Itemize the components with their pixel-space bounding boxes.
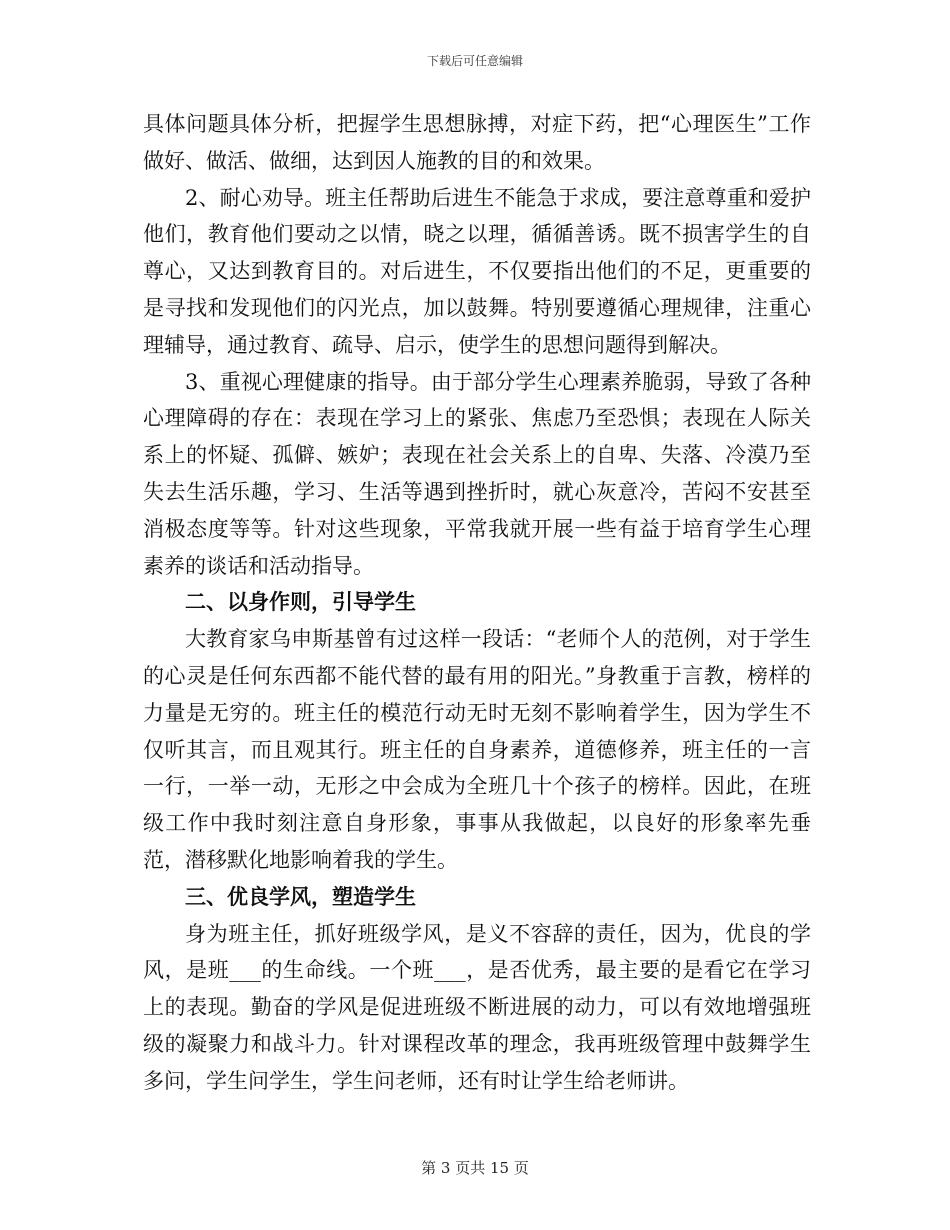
section-heading-study-style: 三、优良学风，塑造学生 — [185, 883, 416, 909]
page-header: 下载后可任意编辑 — [426, 54, 523, 68]
document-body — [143, 106, 811, 1100]
page-footer: 第 3 页共 15 页 — [421, 1159, 529, 1177]
paragraph-patient-guidance: 2、耐心劝导。班主任帮助后进生不能急于求成，要注意尊重和爱护他们，教育他们要动之以情，晓之以理，循循善诱。既不损害学生的自尊心，又达到教育目的。对后进生，不仅要指出他们的不足，更重要的是寻找和发现他们的闪光点，加以鼓舞。特别要遵循心理规律，注重心理辅导，通过教育、疏导、启示，使学生的思想问题得到解决。 — [143, 185, 811, 357]
section-heading-lead-by-example: 二、以身作则，引导学生 — [185, 589, 416, 615]
paragraph-mental-health: 3、重视心理健康的指导。由于部分学生心理素养脆弱，导致了各种心理障碍的存在：表现在学习上的紧张、焦虑乃至恐惧；表现在人际关系上的怀疑、孤僻、嫉妒；表现在社会关系上的自卑、失落、冷漠乃至失去生活乐趣，学习、生活等遇到挫折时，就心灰意冷，苦闷不安甚至消极态度等等。针对这些现象，平常我就开展一些有益于培育学生心理素养的谈话和活动指导。 — [143, 369, 811, 578]
paragraph-continuation: 具体问题具体分析，把握学生思想脉搏，对症下药，把“心理医生”工作做好、做活、做细，达到因人施教的目的和效果。 — [143, 112, 811, 173]
paragraph-lead-by-example: 大教育家乌申斯基曾有过这样一段话：“老师个人的范例，对于学生的心灵是任何东西都不能代替的最有用的阳光。”身教重于言教，榜样的力量是无穷的。班主任的模范行动无时无刻不影响着学生，因为学生不仅听其言，而且观其行。班主任的自身素养，道德修养，班主任的一言一行，一举一动，无形之中会成为全班几十个孩子的榜样。因此，在班级工作中我时刻注意自身形象，事事从我做起，以良好的形象率先垂范，潜移默化地影响着我的学生。 — [143, 627, 811, 872]
paragraph-study-style: 身为班主任，抓好班级学风，是义不容辞的责任，因为，优良的学风，是班___的生命线。一个班___，是否优秀，最主要的是看它在学习上的表现。勤奋的学风是促进班级不断进展的动力，可以有效地增强班级的凝聚力和战斗力。针对课程改革的理念，我再班级管理中鼓舞学生多问，学生问学生，学生问老师，还有时让学生给老师讲。 — [143, 921, 811, 1093]
